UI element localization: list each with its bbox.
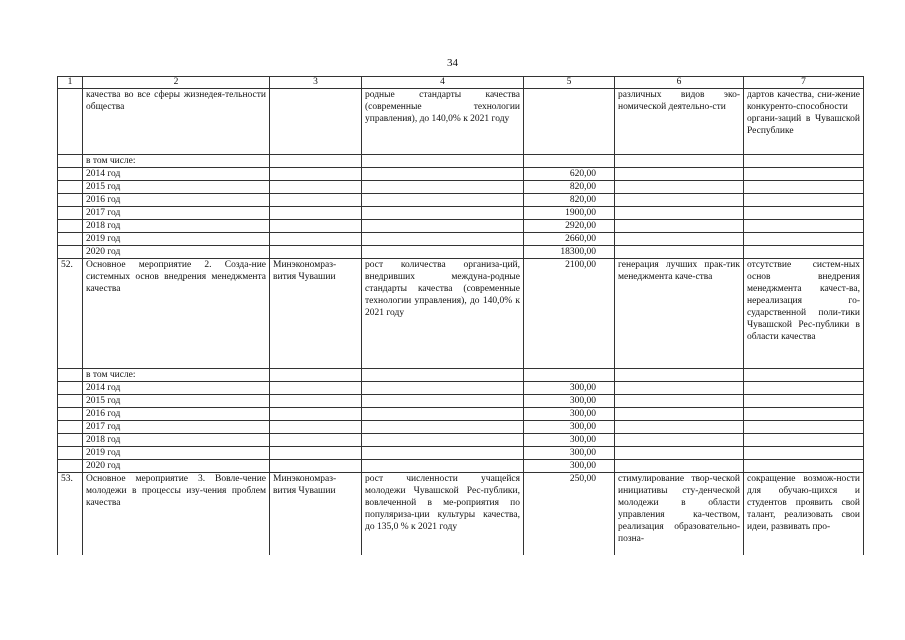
risk-text: дартов качества, сни-жение конкуренто-способности органи-заций в Чувашской Республике <box>744 89 864 155</box>
indicator-text: родные стандарты качества (современные технологии управления), до 140,0% к 2021 году <box>362 89 524 155</box>
measures-table <box>57 76 864 555</box>
year-value: 300,00 <box>524 447 615 460</box>
year-label: 2016 год <box>83 194 270 207</box>
in-that-row <box>58 155 864 168</box>
year-value: 18300,00 <box>524 246 615 259</box>
year-value: 620,00 <box>524 168 615 181</box>
header-cell: 6 <box>615 77 744 89</box>
header-cell: 7 <box>744 77 864 89</box>
year-label: 2019 год <box>83 233 270 246</box>
year-value: 820,00 <box>524 181 615 194</box>
year-value: 2920,00 <box>524 220 615 233</box>
year-row <box>58 421 864 434</box>
in-that-label: в том числе: <box>83 155 270 168</box>
year-label: 2014 год <box>83 382 270 395</box>
total-value: 250,00 <box>524 473 615 555</box>
executor: Минэкономраз-вития Чувашии <box>270 259 362 369</box>
year-row <box>58 168 864 181</box>
year-label: 2015 год <box>83 395 270 408</box>
header-cell: 5 <box>524 77 615 89</box>
header-cell: 1 <box>58 77 83 89</box>
total-value: 2100,00 <box>524 259 615 369</box>
year-label: 2017 год <box>83 207 270 220</box>
measure-name: качества во все сферы жизнедея-тельности общества <box>83 89 270 155</box>
year-value: 300,00 <box>524 460 615 473</box>
measure-name: Основное мероприятие 2. Созда-ние системных основ внедрения менеджмента качества <box>83 259 270 369</box>
year-row <box>58 408 864 421</box>
indicator-text: рост количества организа-ций, внедривших междуна-родные стандарты качества (современные технологии управления), до 140,0% к 2021 году <box>362 259 524 369</box>
header-row <box>58 77 864 89</box>
header-cell: 3 <box>270 77 362 89</box>
measure-row-52 <box>58 259 864 369</box>
year-label: 2018 год <box>83 220 270 233</box>
measure-row-53 <box>58 473 864 555</box>
year-row <box>58 246 864 259</box>
year-value: 300,00 <box>524 421 615 434</box>
in-that-row <box>58 369 864 382</box>
year-row <box>58 382 864 395</box>
year-value: 300,00 <box>524 382 615 395</box>
in-that-label: в том числе: <box>83 369 270 382</box>
year-label: 2014 год <box>83 168 270 181</box>
executor: Минэкономраз-вития Чувашии <box>270 473 362 555</box>
result-text: генерация лучших прак-тик менеджмента каче-ства <box>615 259 744 369</box>
year-value: 300,00 <box>524 408 615 421</box>
year-value: 300,00 <box>524 434 615 447</box>
page-number: 34 <box>447 57 458 69</box>
row-number: 53. <box>58 473 83 555</box>
year-row <box>58 194 864 207</box>
year-row <box>58 220 864 233</box>
year-row <box>58 233 864 246</box>
year-row <box>58 460 864 473</box>
year-row <box>58 447 864 460</box>
year-row <box>58 395 864 408</box>
risk-text: отсутствие систем-ных основ внедрения менеджмента качест-ва, нереализация го-сударственной поли-тики Чувашской Рес-публики в области качества <box>744 259 864 369</box>
risk-text: сокращение возмож-ности для обучаю-щихся и студентов проявить свой талант, реализовать свои идеи, развивать про- <box>744 473 864 555</box>
header-cell: 4 <box>362 77 524 89</box>
year-row <box>58 181 864 194</box>
year-label: 2020 год <box>83 460 270 473</box>
year-label: 2017 год <box>83 421 270 434</box>
result-text: стимулирование твор-ческой инициативы сту-денческой молодежи в области управления ка-чеством, реализация образовательно-позна- <box>615 473 744 555</box>
measure-name: Основное мероприятие 3. Вовле-чение молодежи в процессы изу-чения проблем качества <box>83 473 270 555</box>
continuation-row <box>58 89 864 155</box>
year-label: 2016 год <box>83 408 270 421</box>
year-value: 300,00 <box>524 395 615 408</box>
year-label: 2018 год <box>83 434 270 447</box>
year-label: 2019 год <box>83 447 270 460</box>
year-row <box>58 434 864 447</box>
year-value: 1900,00 <box>524 207 615 220</box>
year-row <box>58 207 864 220</box>
year-value: 2660,00 <box>524 233 615 246</box>
year-label: 2015 год <box>83 181 270 194</box>
indicator-text: рост численности учащейся молодежи Чувашской Рес-публики, вовлеченной в ме-роприятия по популяриза-ции культуры качества, до 135,0 % к 2021 году <box>362 473 524 555</box>
year-value: 820,00 <box>524 194 615 207</box>
result-text: различных видов эко-номической деятельно-сти <box>615 89 744 155</box>
header-cell: 2 <box>83 77 270 89</box>
row-number: 52. <box>58 259 83 369</box>
year-label: 2020 год <box>83 246 270 259</box>
